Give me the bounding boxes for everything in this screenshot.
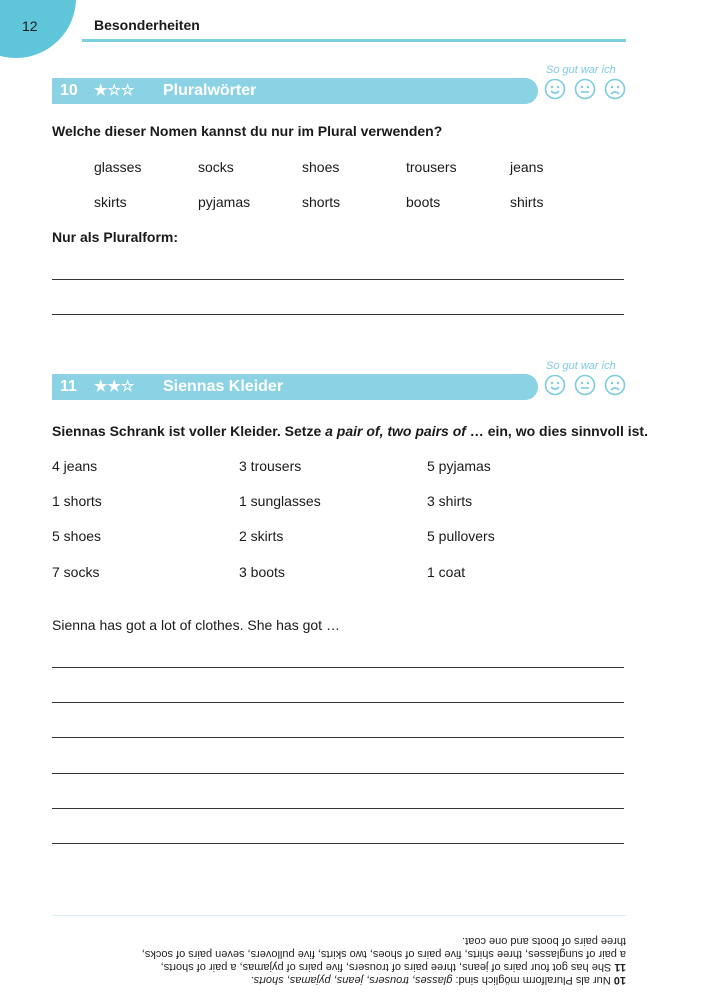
word-item: pyjamas [198, 194, 251, 210]
instruction-part: … ein, wo dies sinnvoll ist. [465, 423, 648, 439]
clothing-item: 1 shorts [52, 493, 102, 509]
happy-face-icon[interactable] [544, 374, 566, 396]
word-item: skirts [94, 194, 127, 210]
exercise-11-instruction [52, 423, 648, 439]
exercise-11-header [52, 374, 538, 400]
word-item: shoes [302, 159, 340, 175]
solution-number: 10 [613, 974, 626, 986]
solution-11-line-2: a pair of sunglasses, three shirts, five pairs of shoes, two skirts, five pullovers, seven pairs of socks, [141, 948, 626, 960]
clothing-item: 3 boots [239, 564, 285, 580]
clothing-item: 2 skirts [239, 528, 284, 544]
neutral-face-icon[interactable] [574, 78, 596, 100]
self-rating-10 [544, 64, 630, 104]
clothing-item: 7 socks [52, 564, 100, 580]
header-rule [82, 39, 626, 42]
solution-text: Nur als Pluralform möglich sind: [452, 974, 611, 986]
answer-line[interactable] [52, 279, 624, 280]
neutral-face-icon[interactable] [574, 374, 596, 396]
exercise-title: Siennas Kleider [163, 378, 284, 395]
answer-line[interactable] [52, 314, 624, 315]
difficulty-stars: ★★☆ [94, 378, 135, 395]
word-item: jeans [510, 159, 544, 175]
solution-10 [52, 973, 626, 986]
clothing-item: 4 jeans [52, 458, 98, 474]
exercise-10-header [52, 78, 538, 104]
solutions-upside-down [52, 924, 626, 986]
clothing-item: 5 shoes [52, 528, 102, 544]
answer-line[interactable] [52, 737, 624, 738]
word-item: socks [198, 159, 234, 175]
answer-line[interactable] [52, 843, 624, 844]
chapter-title: Besonderheiten [94, 17, 200, 33]
answer-line[interactable] [52, 808, 624, 809]
clothing-item: 5 pullovers [427, 528, 495, 544]
clothing-item: 1 sunglasses [239, 493, 321, 509]
word-item: glasses [94, 159, 142, 175]
word-item: shorts [302, 194, 341, 210]
rating-caption: So gut war ich [546, 360, 616, 372]
word-item: trousers [406, 159, 457, 175]
happy-face-icon[interactable] [544, 78, 566, 100]
page-corner-decoration [0, 0, 76, 58]
clothing-item: 3 trousers [239, 458, 302, 474]
solution-11-line-3: three pairs of boots and one coat. [462, 935, 626, 947]
sad-face-icon[interactable] [604, 374, 626, 396]
answer-line[interactable] [52, 773, 624, 774]
difficulty-stars: ★☆☆ [94, 82, 135, 99]
clothing-item: 3 shirts [427, 493, 473, 509]
clothing-item: 1 coat [427, 564, 466, 580]
word-item: boots [406, 194, 441, 210]
rating-caption: So gut war ich [546, 64, 616, 76]
self-rating-11 [544, 360, 630, 400]
exercise-number: 11 [60, 378, 77, 395]
clothing-item: 5 pyjamas [427, 458, 491, 474]
exercise-number: 10 [60, 82, 78, 99]
exercise-10-instruction: Welche dieser Nomen kannst du nur im Plural verwenden? [52, 123, 443, 139]
solution-number: 11 [614, 961, 626, 973]
sentence-start: Sienna has got a lot of clothes. She has got … [52, 617, 340, 633]
answer-label: Nur als Pluralform: [52, 229, 179, 245]
exercise-title: Pluralwörter [163, 82, 257, 99]
answer-line[interactable] [52, 667, 624, 668]
solutions-rule [52, 915, 626, 916]
page-number: 12 [22, 18, 38, 34]
sad-face-icon[interactable] [604, 78, 626, 100]
solution-emphasis: glasses, trousers, jeans, pyjamas, shorts. [250, 974, 453, 986]
answer-line[interactable] [52, 702, 624, 703]
solution-11 [52, 960, 626, 973]
instruction-part: Siennas Schrank ist voller Kleider. Setze [52, 423, 326, 439]
instruction-emphasis: a pair of, two pairs of [325, 423, 466, 439]
solution-text: She has got four pairs of jeans, three pairs of trousers, five pairs of pyjamas, a pair of shorts, [160, 961, 612, 973]
word-item: shirts [510, 194, 544, 210]
